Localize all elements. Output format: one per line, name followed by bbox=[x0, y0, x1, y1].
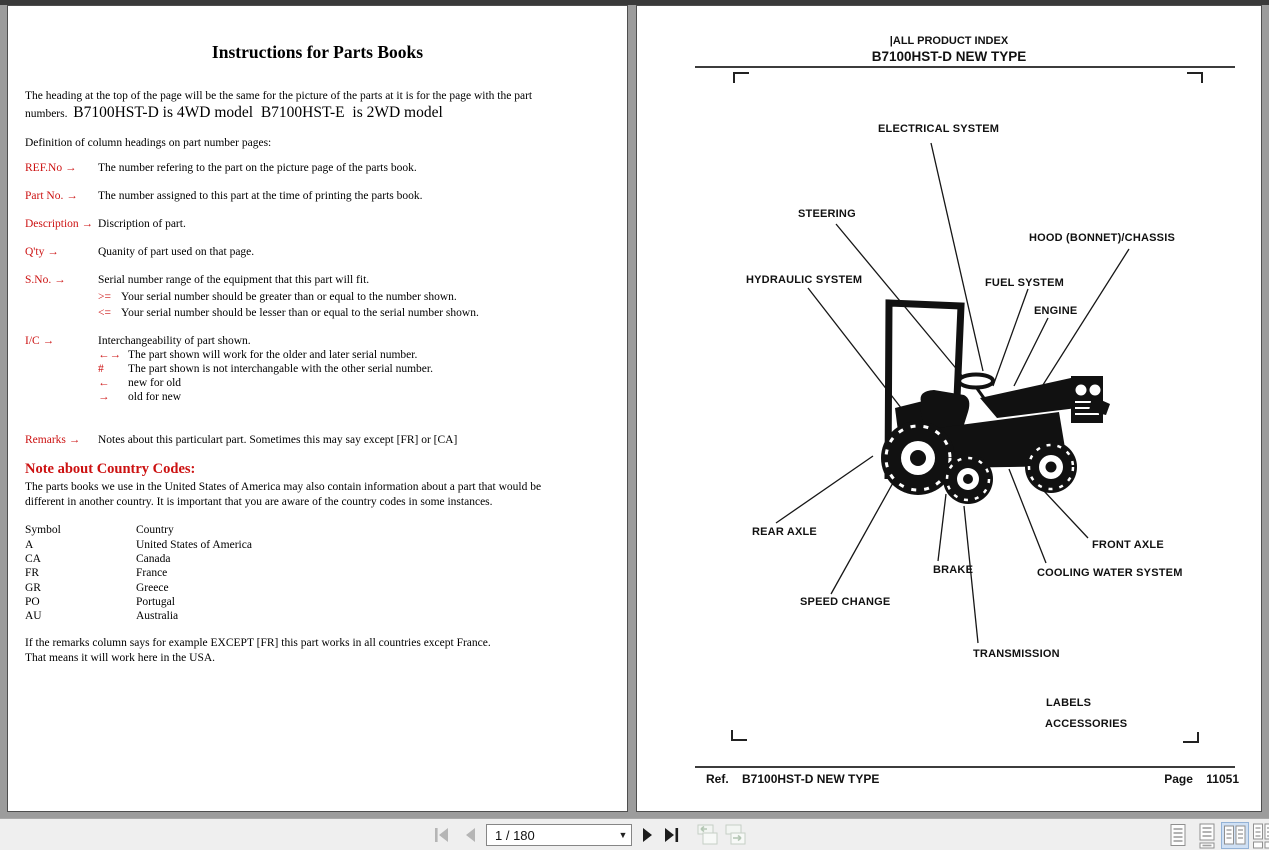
arrow-icon: → bbox=[81, 218, 94, 230]
page-number-combobox[interactable] bbox=[486, 824, 632, 846]
footer-page bbox=[1164, 772, 1239, 786]
country-codes-heading: Note about Country Codes: bbox=[25, 461, 196, 477]
continuous-view-button[interactable] bbox=[1193, 822, 1221, 849]
chevron-down-icon: ▼ bbox=[618, 830, 628, 840]
previous-page-button[interactable] bbox=[458, 822, 482, 848]
term-refno: REF.No → bbox=[25, 162, 77, 174]
ic-text-left: new for old bbox=[128, 377, 182, 389]
ic-text-right: old for new bbox=[128, 391, 182, 403]
right-page-document bbox=[636, 5, 1262, 812]
sno-text-le: Your serial number should be lesser than or equal to the serial number shown. bbox=[121, 307, 479, 319]
closing-line-1: If the remarks column says for example EXCEPT [FR] this part works in all countries except France. bbox=[25, 637, 491, 649]
term-qty: Q'ty → bbox=[25, 246, 59, 258]
previous-page-icon bbox=[463, 827, 477, 843]
diagram-label-labels: LABELS bbox=[1046, 697, 1092, 709]
diagram-label-hydraulic-system: HYDRAULIC SYSTEM bbox=[746, 274, 863, 286]
diagram-label-brake: BRAKE bbox=[933, 564, 974, 576]
ic-text-hash: The part shown is not interchangable with the other serial number. bbox=[128, 363, 433, 375]
facing-continuous-view-button[interactable] bbox=[1250, 822, 1269, 849]
term-partno: Part No. → bbox=[25, 190, 78, 202]
country-note-line-1: The parts books we use in the United States of America may also contain information about a part that would be bbox=[25, 481, 542, 493]
intro-line-2 bbox=[25, 104, 443, 122]
previous-view-button[interactable] bbox=[692, 822, 720, 848]
diagram-label-speed-change: SPEED CHANGE bbox=[800, 596, 891, 608]
intro-line-2-models: B7100HST-D is 4WD model B7100HST-E is 2WD model bbox=[73, 104, 443, 121]
definitions-heading: Definition of column headings on part number pages: bbox=[25, 137, 272, 149]
country-col-country: Country bbox=[136, 524, 174, 536]
arrow-icon: → bbox=[47, 246, 59, 258]
last-page-button[interactable] bbox=[660, 822, 684, 848]
term-refno-desc: The number refering to the part on the picture page of the parts book. bbox=[98, 162, 417, 174]
next-view-icon bbox=[723, 824, 749, 846]
term-remarks-desc: Notes about this particulart part. Sometimes this may say except [FR] or [CA] bbox=[98, 434, 458, 446]
diagram-label-transmission: TRANSMISSION bbox=[973, 648, 1060, 660]
diagram-label-rear-axle: REAR AXLE bbox=[752, 526, 817, 538]
index-header-line2: B7100HST-D NEW TYPE bbox=[871, 49, 1027, 64]
viewer-toolbar bbox=[0, 818, 1269, 850]
ic-sym-right: → bbox=[98, 391, 110, 403]
intro-line-2-normal: numbers. bbox=[25, 108, 74, 120]
footer-ref-label: Ref. bbox=[706, 772, 729, 786]
country-row-name: Greece bbox=[136, 582, 169, 594]
facing-continuous-view-icon bbox=[1252, 823, 1269, 849]
country-row-symbol: FR bbox=[25, 567, 40, 579]
footer-page-label: Page bbox=[1164, 772, 1193, 786]
footer-ref-value: B7100HST-D NEW TYPE bbox=[742, 772, 880, 786]
facing-view-icon bbox=[1223, 824, 1247, 847]
next-page-button[interactable] bbox=[636, 822, 660, 848]
term-ic-desc: Interchangeability of part shown. bbox=[98, 335, 251, 347]
page-title: Instructions for Parts Books bbox=[211, 42, 424, 62]
intro-line-1: The heading at the top of the page will be the same for the picture of the parts at it is for the page with the part bbox=[25, 90, 533, 102]
country-row-name: United States of America bbox=[136, 539, 252, 551]
country-row-symbol: CA bbox=[25, 553, 41, 565]
sno-text-ge: Your serial number should be greater than or equal to the number shown. bbox=[121, 291, 457, 303]
page-indicator: 1 / 180 bbox=[495, 827, 535, 843]
country-row-symbol: A bbox=[25, 539, 34, 551]
previous-view-icon bbox=[693, 824, 719, 846]
country-row-name: France bbox=[136, 567, 168, 579]
term-remarks: Remarks → bbox=[25, 434, 81, 446]
single-page-view-icon bbox=[1168, 823, 1188, 848]
arrow-icon: → bbox=[68, 434, 81, 446]
arrow-icon: → bbox=[66, 190, 78, 202]
footer-ref bbox=[706, 772, 879, 786]
country-row-name: Canada bbox=[136, 553, 171, 565]
left-page-document bbox=[7, 5, 628, 812]
country-note-line-2: different in another country. It is important that you are aware of the country codes in some instances. bbox=[25, 496, 493, 508]
country-row-symbol: GR bbox=[25, 582, 41, 594]
country-row-symbol: PO bbox=[25, 596, 40, 608]
arrow-icon: → bbox=[54, 274, 66, 286]
footer-rule bbox=[695, 766, 1235, 768]
diagram-label-cooling-water-system: COOLING WATER SYSTEM bbox=[1037, 567, 1183, 579]
ic-text-both: The part shown will work for the older and later serial number. bbox=[128, 349, 418, 361]
diagram-label-accessories: ACCESSORIES bbox=[1045, 718, 1128, 730]
single-page-view-button[interactable] bbox=[1164, 822, 1192, 849]
ic-sym-left: ← bbox=[98, 377, 110, 389]
next-page-icon bbox=[641, 827, 655, 843]
diagram-label-engine: ENGINE bbox=[1034, 305, 1078, 317]
country-row-name: Australia bbox=[136, 610, 179, 622]
term-description: Description → bbox=[25, 218, 94, 230]
term-qty-desc: Quanity of part used on that page. bbox=[98, 246, 255, 258]
term-partno-desc: The number assigned to this part at the time of printing the parts book. bbox=[98, 190, 423, 202]
closing-line-2: That means it will work here in the USA. bbox=[25, 652, 216, 664]
ic-sym-hash: # bbox=[98, 363, 104, 375]
facing-view-button[interactable] bbox=[1221, 822, 1249, 849]
sno-sym-le: <= bbox=[98, 307, 111, 319]
ic-sym-both: ←→ bbox=[98, 349, 121, 361]
index-header-line1: |ALL PRODUCT INDEX bbox=[889, 35, 1009, 47]
term-description-desc: Discription of part. bbox=[98, 218, 186, 230]
country-row-symbol: AU bbox=[25, 610, 42, 622]
first-page-icon bbox=[433, 827, 451, 843]
first-page-button[interactable] bbox=[430, 822, 454, 848]
diagram-label-electrical-system: ELECTRICAL SYSTEM bbox=[878, 123, 1000, 135]
country-col-symbol: Symbol bbox=[25, 524, 61, 536]
arrow-icon: → bbox=[42, 335, 55, 347]
country-row-name: Portugal bbox=[136, 596, 175, 608]
term-sno-desc: Serial number range of the equipment that this part will fit. bbox=[98, 274, 370, 286]
last-page-icon bbox=[663, 827, 681, 843]
diagram-label-front-axle: FRONT AXLE bbox=[1092, 539, 1164, 551]
arrow-icon: → bbox=[64, 162, 77, 174]
diagram-label-hood-chassis: HOOD (BONNET)/CHASSIS bbox=[1029, 232, 1175, 244]
diagram-label-steering: STEERING bbox=[798, 208, 856, 220]
term-sno: S.No. → bbox=[25, 274, 66, 286]
continuous-view-icon bbox=[1197, 823, 1217, 849]
diagram-label-fuel-system: FUEL SYSTEM bbox=[985, 277, 1065, 289]
sno-sym-ge: >= bbox=[98, 291, 111, 303]
term-ic: I/C → bbox=[25, 335, 55, 347]
footer-page-value: 11051 bbox=[1206, 772, 1239, 786]
next-view-button[interactable] bbox=[722, 822, 750, 848]
